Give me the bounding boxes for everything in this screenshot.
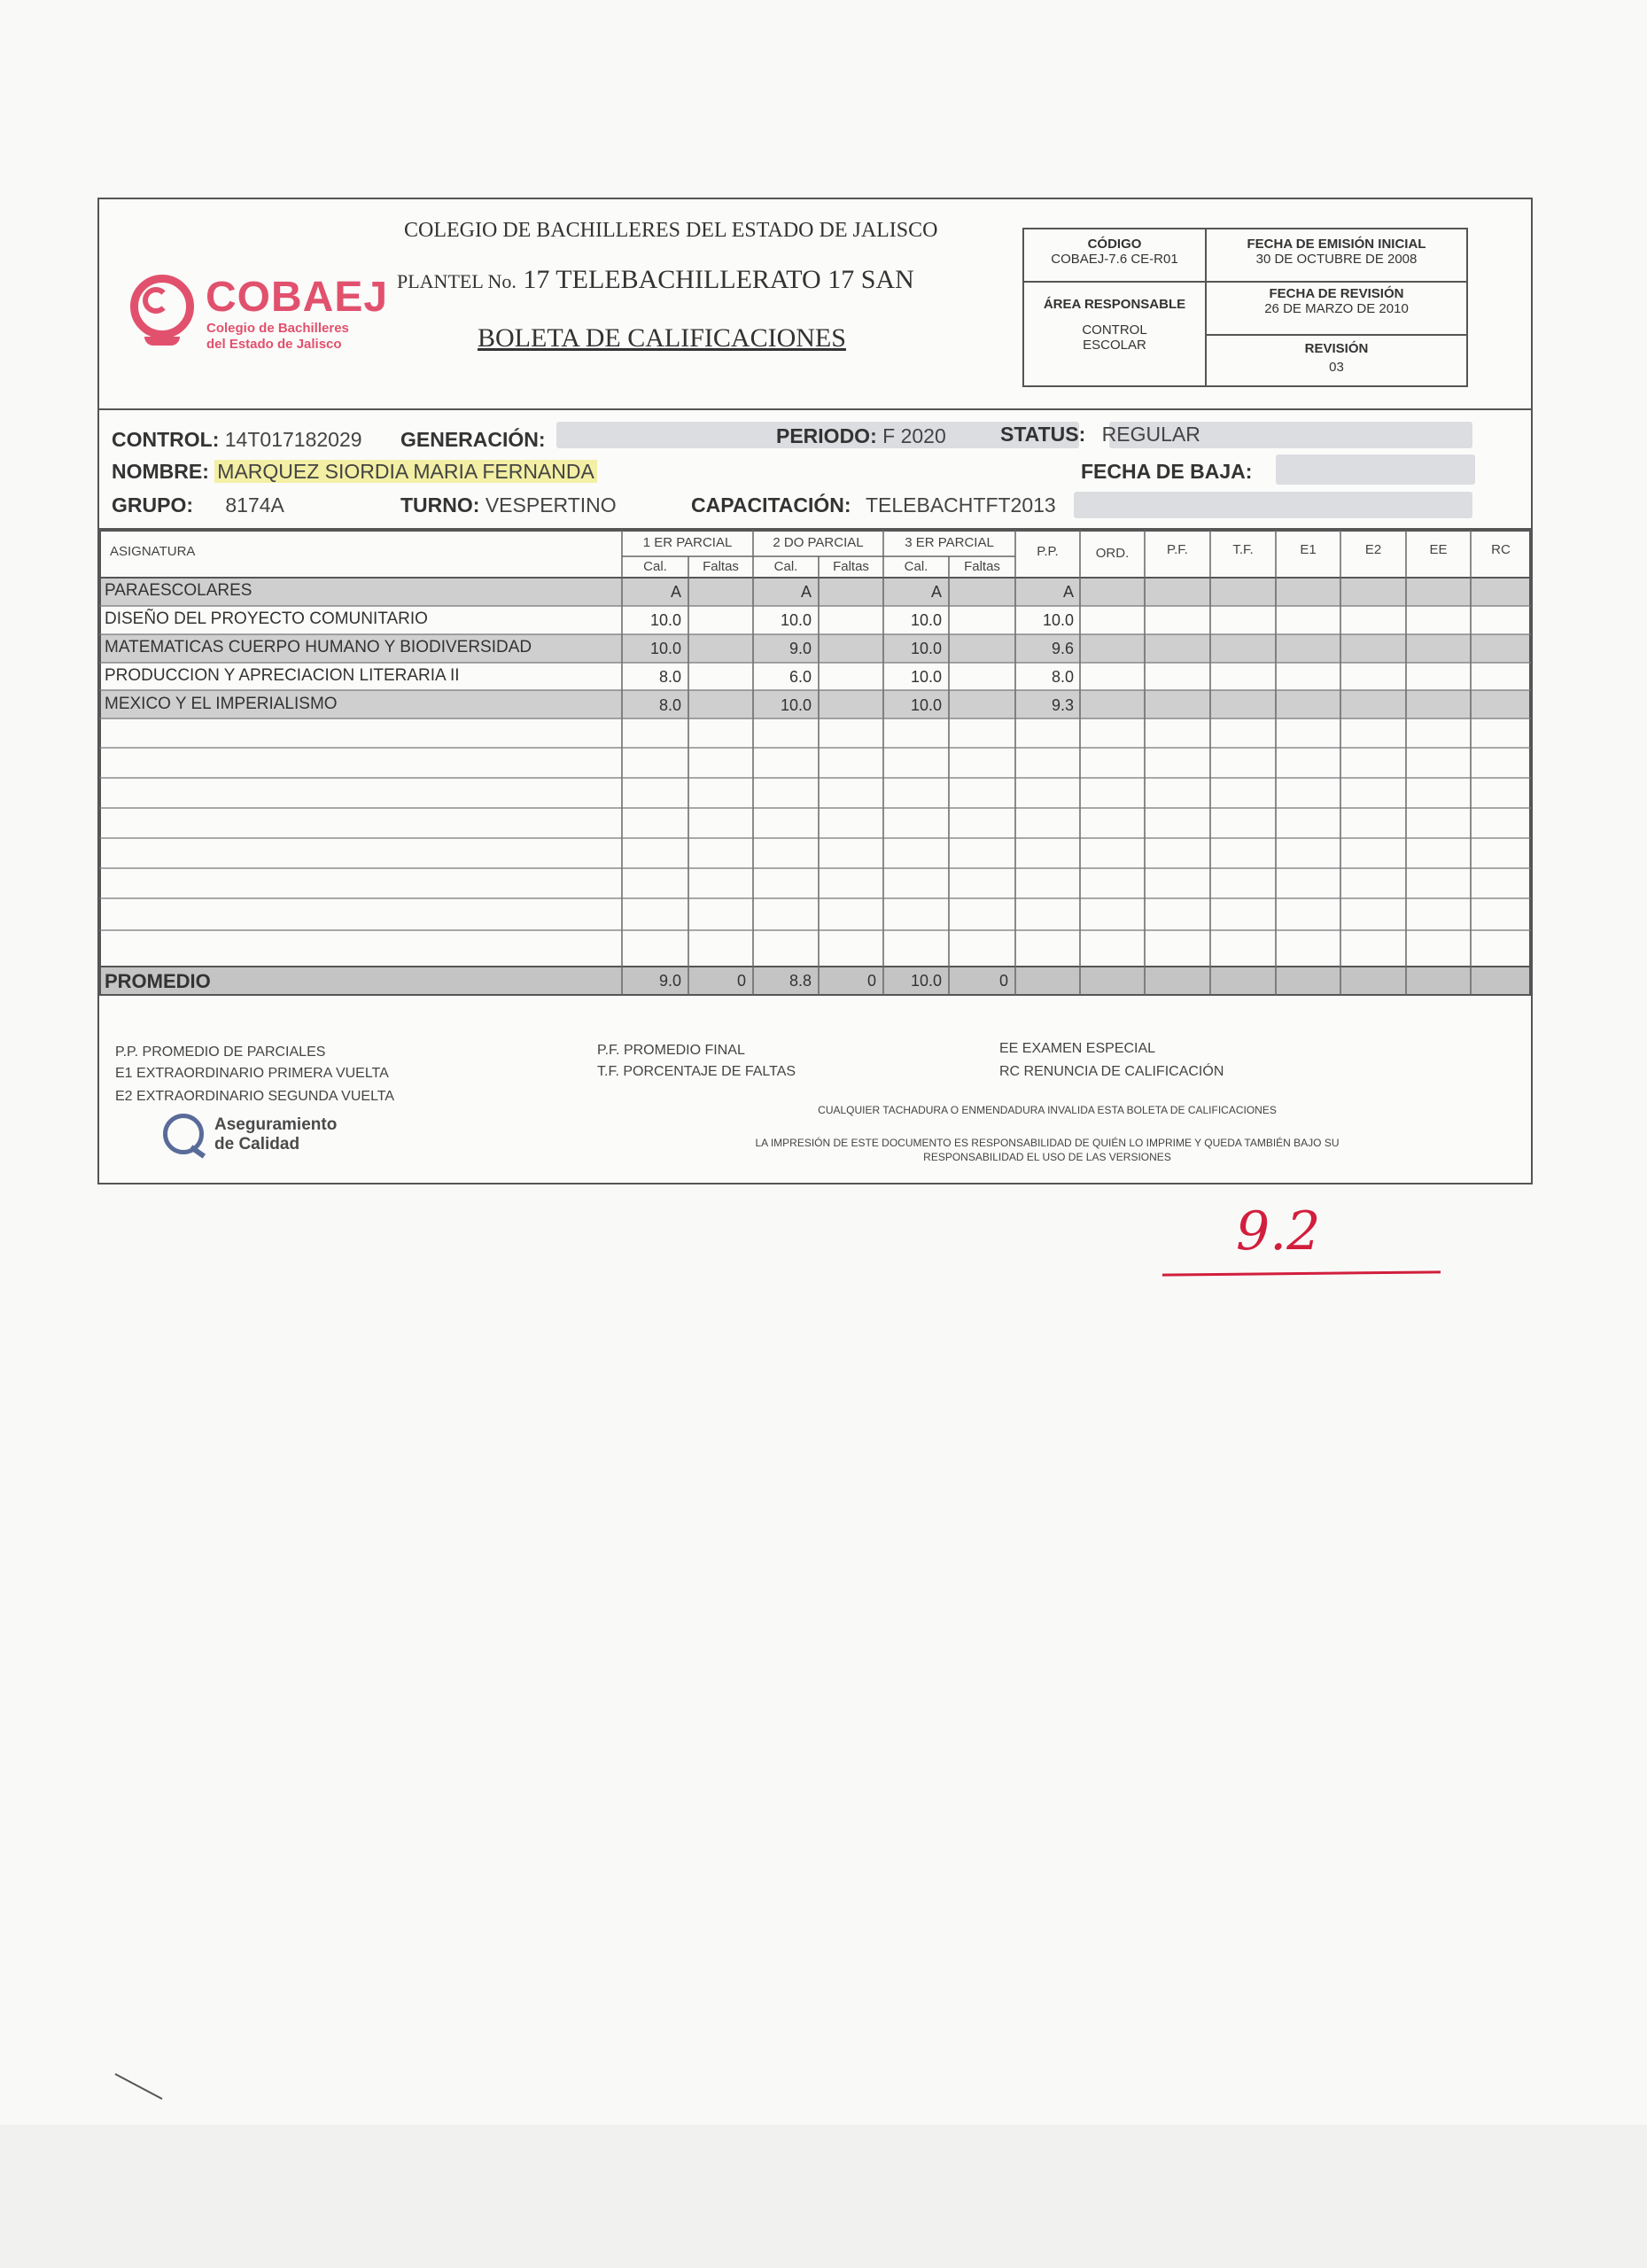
promedio-faltas-2: 0 xyxy=(866,972,876,990)
parcial-1-header: 1 ER PARCIAL xyxy=(642,535,733,550)
asignatura-header: ASIGNATURA xyxy=(110,544,196,559)
grades-table-lines xyxy=(99,530,1531,997)
cal-2-header: Cal. xyxy=(773,559,798,574)
e1-header: E1 xyxy=(1300,542,1317,557)
grade-cell: 9.0 xyxy=(789,640,812,657)
tf-header: T.F. xyxy=(1232,542,1254,557)
status-field xyxy=(1000,423,1200,447)
turno-label: TURNO: xyxy=(400,493,480,517)
grade-cell: 8.0 xyxy=(658,696,681,714)
quality-text-2: de Calidad xyxy=(214,1135,300,1153)
document-title: BOLETA DE CALIFICACIONES xyxy=(478,323,846,353)
scan-mark xyxy=(115,2073,163,2100)
plantel-name: 17 TELEBACHILLERATO 17 SAN xyxy=(523,265,914,294)
legend-ee: EE EXAMEN ESPECIAL xyxy=(999,1041,1156,1056)
grupo-value: 8174A xyxy=(225,493,284,517)
pf-header: P.F. xyxy=(1167,542,1188,557)
legend-rc: RC RENUNCIA DE CALIFICACIÓN xyxy=(999,1064,1224,1079)
handwritten-average: 9.2 xyxy=(1236,1200,1321,1262)
table-row-subject: MEXICO Y EL IMPERIALISMO xyxy=(105,695,338,713)
promedio-faltas-3: 0 xyxy=(998,972,1008,990)
periodo-value: F 2020 xyxy=(882,424,946,447)
cobaej-logo xyxy=(130,275,387,363)
area-cell xyxy=(1024,297,1205,353)
grade-cell: 8.0 xyxy=(1051,668,1074,686)
baja-label: FECHA DE BAJA: xyxy=(1081,460,1253,483)
area-label: ÁREA RESPONSABLE xyxy=(1043,297,1186,312)
redacted-capacitacion-area xyxy=(1074,492,1472,518)
emision-label: FECHA DE EMISIÓN INICIAL xyxy=(1247,237,1426,252)
generacion-field xyxy=(400,428,546,452)
table-row-subject: MATEMATICAS CUERPO HUMANO Y BIODIVERSIDAD xyxy=(105,638,532,656)
status-label: STATUS: xyxy=(1000,423,1086,446)
quality-assurance-logo xyxy=(163,1114,358,1167)
revision-value: 03 xyxy=(1329,360,1344,375)
control-field xyxy=(112,428,362,452)
logo-stand-icon xyxy=(144,337,180,346)
turno-value: VESPERTINO xyxy=(485,493,617,517)
revision-date-value: 26 DE MARZO DE 2010 xyxy=(1264,301,1409,316)
nombre-value: MARQUEZ SIORDIA MARIA FERNANDA xyxy=(214,460,597,483)
grades-table xyxy=(99,530,1531,997)
institution-name: COLEGIO DE BACHILLERES DEL ESTADO DE JALISCO xyxy=(404,219,938,242)
ord-header: ORD. xyxy=(1095,546,1130,561)
emision-cell xyxy=(1207,237,1466,267)
student-info xyxy=(99,410,1531,530)
report-card xyxy=(97,198,1533,1184)
grade-cell: 10.0 xyxy=(780,696,812,714)
cal-3-header: Cal. xyxy=(904,559,928,574)
logo-subtitle-2: del Estado de Jalisco xyxy=(206,337,342,352)
tachadura-warning: CUALQUIER TACHADURA O ENMENDADURA INVALIDA ESTA BOLETA DE CALIFICACIONES xyxy=(818,1104,1277,1116)
promedio-faltas-1: 0 xyxy=(736,972,746,990)
emision-value: 30 DE OCTUBRE DE 2008 xyxy=(1255,252,1418,267)
redacted-baja xyxy=(1276,454,1475,485)
baja-field xyxy=(1081,460,1252,484)
table-row-subject: DISEÑO DEL PROYECTO COMUNITARIO xyxy=(105,610,428,628)
grade-cell: 10.0 xyxy=(910,640,942,657)
revision-date-cell xyxy=(1207,286,1466,316)
grupo-label: GRUPO: xyxy=(112,493,193,517)
control-label: CONTROL: xyxy=(112,428,220,451)
control-value: 14T017182029 xyxy=(224,428,362,451)
legend-e2: E2 EXTRAORDINARIO SEGUNDA VUELTA xyxy=(115,1089,395,1104)
codigo-label: CÓDIGO xyxy=(1087,237,1142,252)
area-value-1: CONTROL xyxy=(1082,322,1147,338)
area-value-2: ESCOLAR xyxy=(1083,338,1146,353)
plantel-line xyxy=(397,265,914,295)
grade-cell: 10.0 xyxy=(910,611,942,629)
cal-1-header: Cal. xyxy=(643,559,667,574)
codigo-cell xyxy=(1024,237,1205,267)
grupo-field xyxy=(112,493,284,517)
generacion-label: GENERACIÓN: xyxy=(400,428,546,451)
parcial-2-header: 2 DO PARCIAL xyxy=(773,535,864,550)
grade-cell: 9.3 xyxy=(1051,696,1074,714)
grade-cell: 10.0 xyxy=(1042,611,1074,629)
revision-label: REVISIÓN xyxy=(1304,341,1369,356)
promedio-label: PROMEDIO xyxy=(105,970,211,992)
faltas-1-header: Faltas xyxy=(703,559,739,574)
grade-cell: 10.0 xyxy=(910,668,942,686)
grade-cell: 6.0 xyxy=(789,668,812,686)
table-row-subject: PARAESCOLARES xyxy=(105,581,252,600)
grade-cell: 10.0 xyxy=(910,696,942,714)
grade-cell: A xyxy=(1062,583,1074,601)
revision-cell xyxy=(1207,341,1466,375)
grade-cell: 10.0 xyxy=(780,611,812,629)
pp-header: P.P. xyxy=(1037,544,1059,559)
grade-cell: 10.0 xyxy=(649,611,681,629)
print-notice-1: LA IMPRESIÓN DE ESTE DOCUMENTO ES RESPONSABILIDAD DE QUIÉN LO IMPRIME Y QUEDA TAMBIÉN BAJO SU xyxy=(755,1137,1340,1149)
grade-cell: 9.6 xyxy=(1051,640,1074,657)
print-notice-2: RESPONSABILIDAD EL USO DE LAS VERSIONES xyxy=(923,1151,1171,1163)
legend-e1: E1 EXTRAORDINARIO PRIMERA VUELTA xyxy=(115,1066,389,1081)
status-value: REGULAR xyxy=(1101,423,1200,446)
logo-name: COBAEJ xyxy=(206,274,389,321)
revision-date-label: FECHA DE REVISIÓN xyxy=(1269,286,1404,301)
grade-cell: A xyxy=(800,583,812,601)
form-header xyxy=(99,199,1531,410)
table-row-subject: PRODUCCION Y APRECIACION LITERARIA II xyxy=(105,666,460,685)
capacitacion-label: CAPACITACIÓN: xyxy=(691,493,851,517)
grade-cell: 8.0 xyxy=(658,668,681,686)
capacitacion-field xyxy=(691,493,1056,517)
promedio-cal-3: 10.0 xyxy=(910,972,942,990)
periodo-field xyxy=(776,424,946,448)
grade-cell: A xyxy=(670,583,681,601)
legend-pf: P.F. PROMEDIO FINAL xyxy=(597,1043,745,1058)
document-meta-box xyxy=(1022,228,1468,387)
scan-background xyxy=(0,2124,1647,2268)
legend-pp: P.P. PROMEDIO DE PARCIALES xyxy=(115,1045,326,1060)
parcial-3-header: 3 ER PARCIAL xyxy=(905,535,994,550)
promedio-cal-1: 9.0 xyxy=(658,972,681,990)
logo-c-icon xyxy=(143,287,169,314)
faltas-2-header: Faltas xyxy=(833,559,869,574)
grade-cell: A xyxy=(930,583,942,601)
capacitacion-value: TELEBACHTFT2013 xyxy=(865,493,1056,517)
ee-header: EE xyxy=(1429,542,1448,557)
plantel-prefix: PLANTEL No. xyxy=(397,270,517,292)
grade-cell: 10.0 xyxy=(649,640,681,657)
rc-header: RC xyxy=(1491,542,1511,557)
legend-tf: T.F. PORCENTAJE DE FALTAS xyxy=(597,1064,796,1079)
faltas-3-header: Faltas xyxy=(964,559,1000,574)
nombre-label: NOMBRE: xyxy=(112,460,209,483)
promedio-cal-2: 8.8 xyxy=(789,972,812,990)
codigo-value: COBAEJ-7.6 CE-R01 xyxy=(1051,252,1178,267)
periodo-label: PERIODO: xyxy=(776,424,877,447)
e2-header: E2 xyxy=(1364,542,1382,557)
turno-field xyxy=(400,493,617,517)
quality-text-1: Aseguramiento xyxy=(214,1115,338,1134)
logo-subtitle-1: Colegio de Bachilleres xyxy=(206,321,349,336)
nombre-field xyxy=(112,460,597,484)
handwritten-underline xyxy=(1162,1270,1441,1276)
